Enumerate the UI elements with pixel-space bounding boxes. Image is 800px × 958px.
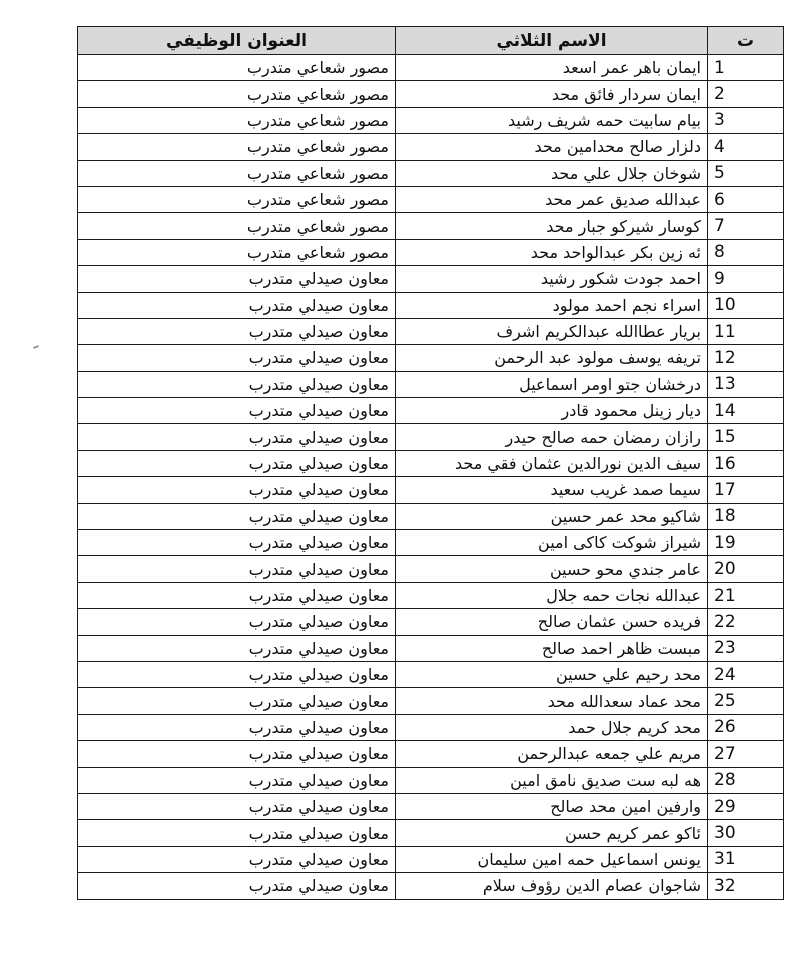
row-number: 17	[708, 477, 784, 503]
table-row	[78, 846, 784, 872]
trainee-roster-table	[77, 26, 784, 900]
row-job-title: معاون صيدلي متدرب	[78, 873, 396, 899]
row-full-name: بيام سابيت حمه شريف رشيد	[396, 107, 708, 133]
row-job-title: معاون صيدلي متدرب	[78, 741, 396, 767]
row-full-name: عبدالله صديق عمر محد	[396, 186, 708, 212]
table-row	[78, 160, 784, 186]
table-row	[78, 55, 784, 81]
table-row	[78, 477, 784, 503]
row-full-name: ئاكو عمر كريم حسن	[396, 820, 708, 846]
row-job-title: معاون صيدلي متدرب	[78, 582, 396, 608]
row-full-name: ايمان سردار فائق محد	[396, 81, 708, 107]
row-number: 21	[708, 582, 784, 608]
table-row	[78, 556, 784, 582]
row-full-name: شاجوان عصام الدين رؤوف سلام	[396, 873, 708, 899]
row-number: 12	[708, 345, 784, 371]
header-number: ت	[708, 27, 784, 55]
header-job-title: العنوان الوظيفي	[78, 27, 396, 55]
row-full-name: تريفه يوسف مولود عبد الرحمن	[396, 345, 708, 371]
table-row	[78, 582, 784, 608]
row-number: 31	[708, 846, 784, 872]
table-row	[78, 635, 784, 661]
table-row	[78, 398, 784, 424]
table-row	[78, 292, 784, 318]
table-row	[78, 424, 784, 450]
scan-speck	[33, 345, 39, 349]
row-job-title: معاون صيدلي متدرب	[78, 477, 396, 503]
row-job-title: معاون صيدلي متدرب	[78, 635, 396, 661]
row-job-title: معاون صيدلي متدرب	[78, 609, 396, 635]
row-number: 15	[708, 424, 784, 450]
row-full-name: رازان رمضان حمه صالح حيدر	[396, 424, 708, 450]
row-job-title: معاون صيدلي متدرب	[78, 503, 396, 529]
row-job-title: معاون صيدلي متدرب	[78, 450, 396, 476]
row-job-title: معاون صيدلي متدرب	[78, 398, 396, 424]
row-number: 27	[708, 741, 784, 767]
table-row	[78, 609, 784, 635]
row-job-title: معاون صيدلي متدرب	[78, 345, 396, 371]
row-number: 26	[708, 714, 784, 740]
row-full-name: مريم علي جمعه عبدالرحمن	[396, 741, 708, 767]
row-full-name: شوخان جلال علي محد	[396, 160, 708, 186]
row-full-name: درخشان جتو اومر اسماعيل	[396, 371, 708, 397]
row-job-title: مصور شعاعي متدرب	[78, 213, 396, 239]
row-number: 10	[708, 292, 784, 318]
row-number: 9	[708, 266, 784, 292]
row-number: 2	[708, 81, 784, 107]
row-job-title: معاون صيدلي متدرب	[78, 846, 396, 872]
row-number: 30	[708, 820, 784, 846]
row-number: 24	[708, 661, 784, 687]
table-row	[78, 873, 784, 899]
row-job-title: معاون صيدلي متدرب	[78, 371, 396, 397]
row-job-title: معاون صيدلي متدرب	[78, 714, 396, 740]
table-row	[78, 503, 784, 529]
table-row	[78, 450, 784, 476]
row-job-title: معاون صيدلي متدرب	[78, 292, 396, 318]
row-full-name: ديار زينل محمود قادر	[396, 398, 708, 424]
table-row	[78, 186, 784, 212]
row-full-name: يونس اسماعيل حمه امين سليمان	[396, 846, 708, 872]
row-job-title: معاون صيدلي متدرب	[78, 318, 396, 344]
table-body	[78, 55, 784, 900]
row-full-name: سيما صمد غريب سعيد	[396, 477, 708, 503]
row-number: 22	[708, 609, 784, 635]
row-number: 11	[708, 318, 784, 344]
row-full-name: شيراز شوكت كاكى امين	[396, 530, 708, 556]
row-full-name: احمد جودت شكور رشيد	[396, 266, 708, 292]
row-job-title: معاون صيدلي متدرب	[78, 556, 396, 582]
row-job-title: مصور شعاعي متدرب	[78, 160, 396, 186]
header-full-name: الاسم الثلاثي	[396, 27, 708, 55]
row-number: 29	[708, 793, 784, 819]
row-number: 16	[708, 450, 784, 476]
row-number: 23	[708, 635, 784, 661]
row-number: 5	[708, 160, 784, 186]
row-job-title: مصور شعاعي متدرب	[78, 55, 396, 81]
table-row	[78, 661, 784, 687]
row-job-title: مصور شعاعي متدرب	[78, 186, 396, 212]
table-row	[78, 767, 784, 793]
row-full-name: محد كريم جلال حمد	[396, 714, 708, 740]
row-full-name: فريده حسن عثمان صالح	[396, 609, 708, 635]
row-number: 20	[708, 556, 784, 582]
row-job-title: معاون صيدلي متدرب	[78, 767, 396, 793]
row-full-name: دلزار صالح محدامين محد	[396, 134, 708, 160]
row-full-name: عبدالله نجات حمه جلال	[396, 582, 708, 608]
row-full-name: عامر جندي محو حسين	[396, 556, 708, 582]
row-number: 19	[708, 530, 784, 556]
row-number: 8	[708, 239, 784, 265]
table-row	[78, 530, 784, 556]
table-row	[78, 266, 784, 292]
row-job-title: معاون صيدلي متدرب	[78, 688, 396, 714]
row-job-title: معاون صيدلي متدرب	[78, 266, 396, 292]
row-job-title: مصور شعاعي متدرب	[78, 81, 396, 107]
table-row	[78, 134, 784, 160]
row-number: 4	[708, 134, 784, 160]
row-job-title: مصور شعاعي متدرب	[78, 134, 396, 160]
row-full-name: شاكيو محد عمر حسين	[396, 503, 708, 529]
row-job-title: مصور شعاعي متدرب	[78, 107, 396, 133]
document-sheet	[77, 26, 783, 900]
table-row	[78, 239, 784, 265]
row-number: 32	[708, 873, 784, 899]
row-full-name: كوسار شيركو جبار محد	[396, 213, 708, 239]
row-job-title: معاون صيدلي متدرب	[78, 793, 396, 819]
table-row	[78, 688, 784, 714]
row-number: 3	[708, 107, 784, 133]
row-full-name: ئه زين بكر عبدالواحد محد	[396, 239, 708, 265]
row-job-title: معاون صيدلي متدرب	[78, 661, 396, 687]
table-header	[78, 27, 784, 55]
row-number: 18	[708, 503, 784, 529]
table-row	[78, 213, 784, 239]
table-row	[78, 793, 784, 819]
row-full-name: اسراء نجم احمد مولود	[396, 292, 708, 318]
row-job-title: معاون صيدلي متدرب	[78, 530, 396, 556]
table-row	[78, 371, 784, 397]
table-row	[78, 714, 784, 740]
row-full-name: هه لبه ست صديق نامق امين	[396, 767, 708, 793]
row-job-title: معاون صيدلي متدرب	[78, 820, 396, 846]
row-full-name: محد عماد سعدالله محد	[396, 688, 708, 714]
row-full-name: بريار عطاالله عبدالكريم اشرف	[396, 318, 708, 344]
row-full-name: ايمان باهر عمر اسعد	[396, 55, 708, 81]
row-number: 28	[708, 767, 784, 793]
table-row	[78, 107, 784, 133]
header-row	[78, 27, 784, 55]
row-job-title: مصور شعاعي متدرب	[78, 239, 396, 265]
row-full-name: محد رحيم علي حسين	[396, 661, 708, 687]
table-row	[78, 345, 784, 371]
row-number: 6	[708, 186, 784, 212]
row-number: 1	[708, 55, 784, 81]
table-row	[78, 318, 784, 344]
row-number: 14	[708, 398, 784, 424]
row-full-name: وارفين امين محد صالح	[396, 793, 708, 819]
table-row	[78, 741, 784, 767]
row-number: 25	[708, 688, 784, 714]
row-full-name: سيف الدين نورالدين عثمان فقي محد	[396, 450, 708, 476]
row-number: 7	[708, 213, 784, 239]
row-job-title: معاون صيدلي متدرب	[78, 424, 396, 450]
row-full-name: مبست ظاهر احمد صالح	[396, 635, 708, 661]
row-number: 13	[708, 371, 784, 397]
table-row	[78, 820, 784, 846]
table-row	[78, 81, 784, 107]
